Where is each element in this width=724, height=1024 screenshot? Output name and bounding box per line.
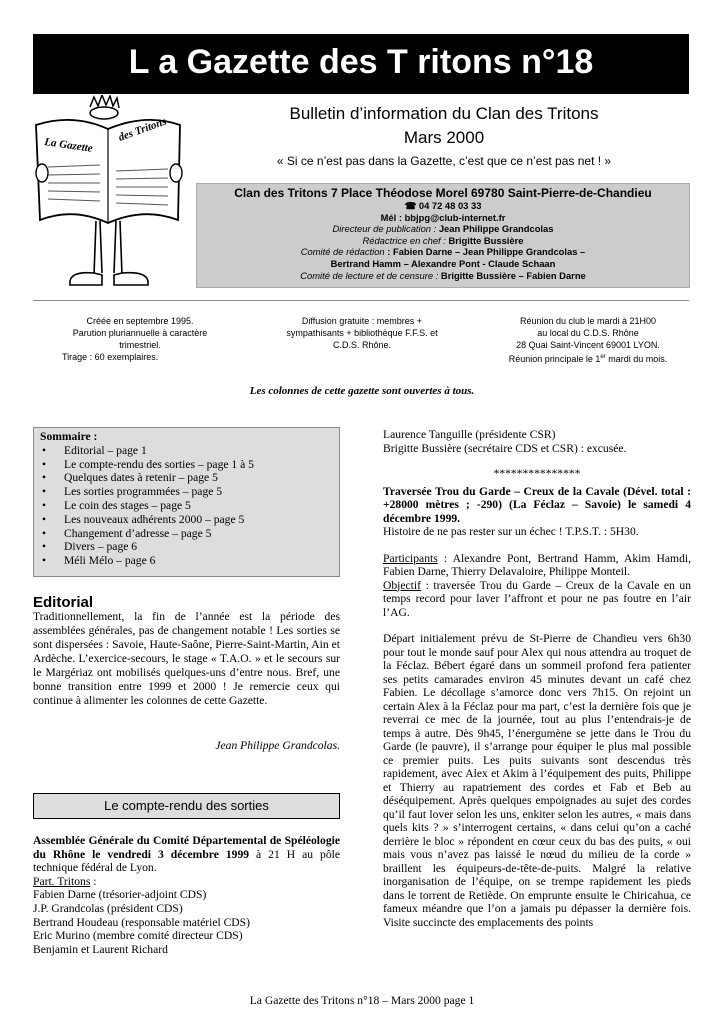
editorial-title: Editorial — [33, 594, 94, 611]
summary-item: • Méli Mélo – page 6 — [40, 554, 333, 568]
issue-date: Mars 2000 — [403, 128, 485, 147]
assembly-title: Assemblée Générale du Comité Départemental de Spéléologie du Rhône le vendredi 3 décembre 1999 — [33, 834, 340, 861]
summary-item: • Le compte-rendu des sorties – page 1 à 5 — [40, 458, 333, 472]
attendee-line: Laurence Tanguille (présidente CSR) — [383, 428, 556, 441]
newspaper-reader-logo — [28, 95, 193, 295]
trip-participants — [383, 552, 691, 579]
meeting-line: 28 Quai Saint-Vincent 69001 LYON. — [516, 340, 660, 350]
distribution-line: sympathisants + bibliothèque F.F.S. et — [286, 328, 438, 338]
participant-line: Eric Murino (membre comité directeur CDS) — [33, 929, 243, 943]
summary-item: • Editorial – page 1 — [40, 444, 333, 458]
bulletin-subtitle: Bulletin d’information du Clan des Tritons — [289, 104, 599, 123]
summary-item: • Les nouveaux adhérents 2000 – page 5 — [40, 513, 333, 527]
trip-objective-label: Objectif — [383, 578, 421, 592]
meeting-text: mardi du mois. — [605, 354, 668, 364]
editor-name: Brigitte Bussière — [448, 234, 524, 246]
participant-line: Bertrand Houdeau (responsable matériel CDS) — [33, 915, 250, 929]
trip-participants-label: Participants — [383, 551, 438, 565]
meeting-text: Réunion principale le 1 — [508, 354, 601, 364]
summary-item: • Changement d’adresse – page 5 — [40, 527, 333, 541]
meeting-line — [488, 351, 688, 365]
phone-icon: ☎ — [404, 200, 417, 211]
participant-line: J.P. Grandcolas (président CDS) — [33, 901, 183, 915]
assembly-details: à 21 H au pôle technique fédéral de Lyon. — [33, 847, 340, 875]
stars-separator: *************** — [493, 467, 581, 480]
attendee-line: Brigitte Bussière (secrétaire CDS et CSR) : excusée. — [383, 441, 627, 455]
reading-label: Comité de lecture et de censure : — [300, 269, 441, 281]
summary-title: Sommaire : — [40, 430, 98, 443]
trip-intro: Histoire de ne pas rester sur un échec ! T.P.S.T. : 5H30. — [383, 525, 639, 538]
reading-committee — [197, 270, 689, 282]
distribution-line: Diffusion gratuite : membres + — [301, 316, 423, 326]
logo-text-left: La Gazette — [43, 136, 94, 155]
trip-objective-text: : traversée Trou du Garde – Creux de la Cavale en un temps record pour laver l’affront et pour ne pas foutre en l’air l’AG. — [383, 578, 691, 619]
reading-names: Brigitte Bussière – Fabien Darne — [440, 269, 586, 281]
trip-objective — [383, 579, 691, 620]
committee-label: Comité de rédaction — [300, 246, 388, 258]
meeting-line: Réunion du club le mardi à 21H00 — [519, 316, 657, 326]
distribution-info — [262, 315, 462, 351]
committee-names: : Fabien Darne – Jean Philippe Grandcolas – — [387, 246, 586, 258]
meeting-sup: er — [600, 354, 606, 360]
committee-names-2: Bertrand Hamm – Alexandre Pont - Claude Schaan — [330, 257, 556, 269]
club-info-box — [196, 183, 690, 288]
summary-item: • Le coin des stages – page 5 — [40, 499, 333, 513]
phone-number: 04 72 48 03 33 — [418, 200, 482, 211]
participants-colon: : — [90, 874, 97, 888]
trip-participants-text: : Alexandre Pont, Bertrand Hamm, Akim Hamdi, Fabien Darne, Thierry Delavaloire, Philippe Monteil. — [383, 551, 691, 578]
logo-text-right: des Tritons — [116, 115, 169, 144]
page-footer: La Gazette des Tritons n°18 – Mars 2000 page 1 — [249, 994, 475, 1007]
creation-info — [40, 315, 240, 363]
participants-label: Part. Tritons — [33, 874, 91, 888]
trip-story: Départ initialement prévu de St-Pierre de Chandieu vers 6h30 pour tout le monde sauf pour Alex qui nous attendra au troquet de la Féclaz. Bébert égaré dans un sommeil profond fera patienter ses petits camarades environ 45 minutes devant un café chez Fabien. Le décollage s’amorce donc vers 7h15. On rejoint un certain Alex à la Féclaz pour ma part, c’est la dernière fois que je reverrai ce mec de la journée, tout au plus l’entendrais-je de temps à autre. Dès 9h45, l’énergumène se jette dans le Trou du Garde (le pauvre), il s’arrange pour équiper le plus mal possible ce premier puits. Les puits suivants sont descendus très rapidement, avec Alex et Akim à l’équipement des puits, Philippe et Thierry au rapatriement des cordes et Fab et Beb au déséquipement. Après quelques empoignades au sujet des cordes qu’il faut lover selon les uns, enkiter selon les autres, « mais dans quels kits ? » s’interrogent certains, « dans celui qu’on a caché derrière le bloc » répondent en cœur ceux du bas des puits, « oui mais vous n’avez pas laissé le nœud du milieu de la corde » braillent les équipeurs-de-tête-de-puits. Malgré la relative inorganisation de l’équipe, on se trempe rapidement les pieds dans le torrent de Retiède. On emprunte ensuite le Chiricahua, ce fameux méandre que l’on a jamais pu dépasser la dernière fois. Visite succincte des emplacements des points — [383, 632, 691, 929]
editorial-committee — [197, 246, 689, 258]
email-label: Mél : — [380, 211, 405, 223]
creation-line: Créée en septembre 1995. — [86, 316, 194, 326]
club-phone — [197, 200, 689, 212]
creation-line: Tirage : 60 exemplaires. — [62, 352, 159, 362]
editorial-text: Traditionnellement, la fin de l’année est la période des assemblées générales, pas de changement notable ! Les sorties se sont dispersées : Savoie, Haute-Saône, Pierre-Saint-Martin, Ain et Ardèche. L’exercice-secours, le stage « T.A.O. » et le secours sur le Margériaz ont mobilisés quelques-uns d’entre nous. Bref, une bonne transition entre 1999 et 2000 ! Je remercie ceux qui continue à alimenter les colonnes de cette Gazette. — [33, 610, 340, 707]
editorial-signature: Jean Philippe Grandcolas. — [215, 739, 340, 752]
editor-label: Rédactrice en chef : — [362, 234, 449, 246]
creation-line: Parution pluriannuelle à caractère — [72, 328, 208, 338]
section-title-outings: Le compte-rendu des sorties — [33, 793, 340, 819]
club-email — [197, 212, 689, 224]
summary-list — [40, 444, 333, 568]
motto: « Si ce n’est pas dans la Gazette, c’est que ce n’est pas net ! » — [276, 154, 612, 168]
editorial-committee-2 — [197, 258, 689, 270]
creation-line: trimestriel. — [119, 340, 161, 350]
summary-item: • Les sorties programmées – page 5 — [40, 485, 333, 499]
tagline: Les colonnes de cette gazette sont ouvertes à tous. — [249, 385, 475, 397]
summary-box — [33, 427, 340, 577]
summary-item: • Divers – page 6 — [40, 540, 333, 554]
right-column — [383, 428, 691, 929]
distribution-line: C.D.S. Rhône. — [332, 340, 392, 350]
participant-line: Fabien Darne (trésorier-adjoint CDS) — [33, 888, 207, 902]
gazette-title-banner: L a Gazette des T ritons n°18 — [33, 34, 689, 94]
meeting-info — [488, 315, 688, 365]
club-address: Clan des Tritons 7 Place Théodose Morel 69780 Saint-Pierre-de-Chandieu — [234, 186, 652, 200]
assembly-report — [33, 834, 340, 956]
separator-line — [33, 300, 689, 301]
meeting-line: au local du C.D.S. Rhône — [537, 328, 639, 338]
chief-editor — [197, 235, 689, 247]
email-address: bbjpg@club-internet.fr — [404, 211, 506, 223]
director-name: Jean Philippe Grandcolas — [438, 223, 554, 235]
trip-title: Traversée Trou du Garde – Creux de la Cavale (Dével. total : +28000 mètres ; -290) (La Féclaz – Savoie) le samedi 4 décembre 1999. — [383, 484, 691, 525]
summary-item: • Quelques dates à retenir – page 5 — [40, 471, 333, 485]
publication-director — [197, 223, 689, 235]
participant-line: Benjamin et Laurent Richard — [33, 942, 168, 956]
director-label: Directeur de publication : — [332, 223, 439, 235]
